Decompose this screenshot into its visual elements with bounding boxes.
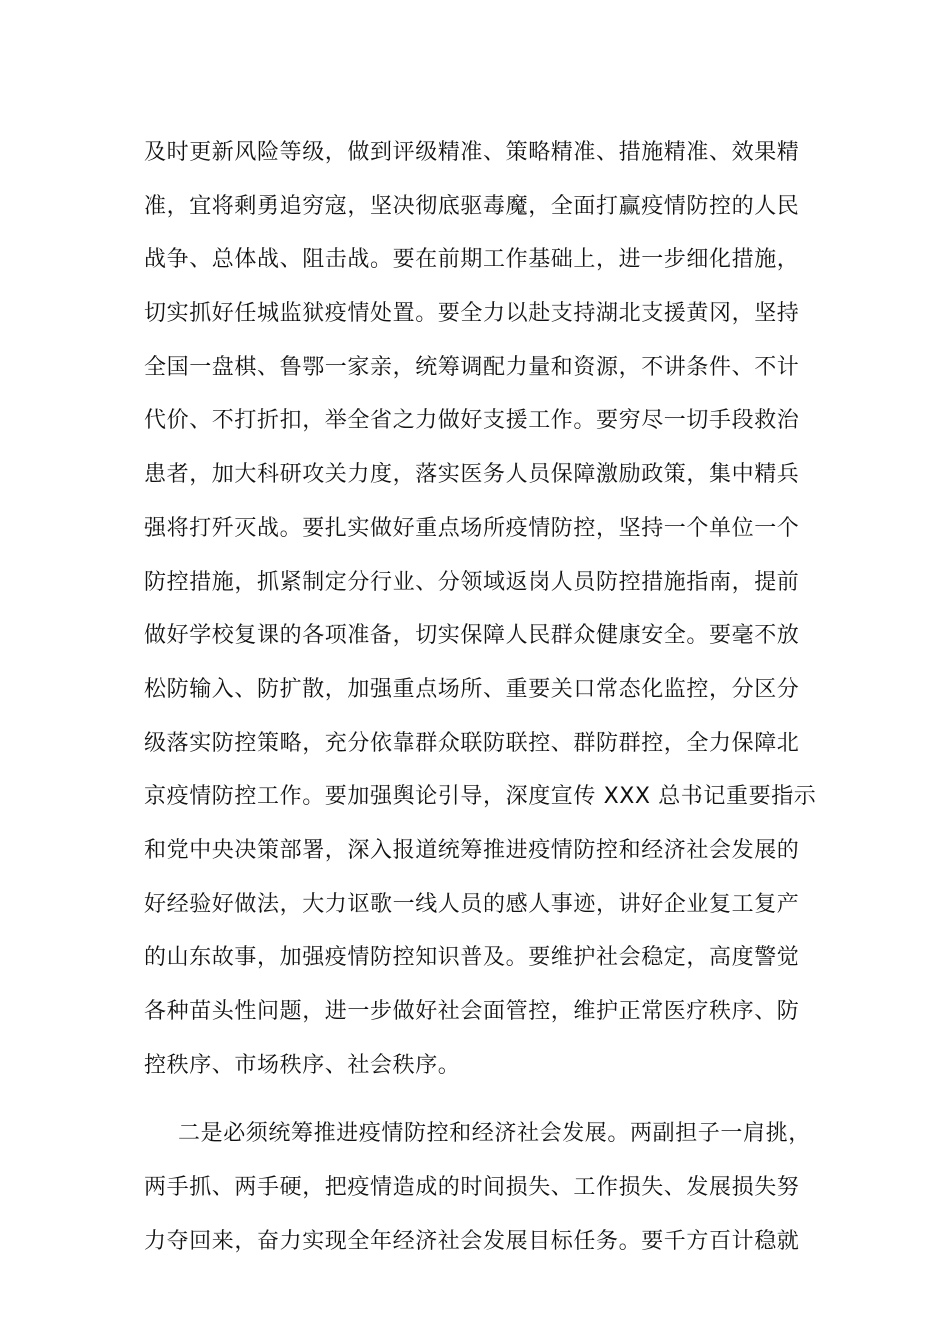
paragraph-spacer [144, 1092, 814, 1107]
text-line: 准，宜将剩勇追穷寇，坚决彻底驱毒魔，全面打赢疫情防控的人民 [144, 193, 800, 219]
text-line: 级落实防控策略，充分依靠群众联防联控、群防群控，全力保障北 [144, 730, 800, 756]
text-line: 的山东故事，加强疫情防控知识普及。要维护社会稳定，高度警觉 [144, 945, 800, 971]
text-line: 切实抓好任城监狱疫情处置。要全力以赴支持湖北支援黄冈，坚持 [144, 301, 800, 327]
text-line: 做好学校复课的各项准备，切实保障人民群众健康安全。要毫不放 [144, 623, 800, 649]
text-line: 代价、不打折扣，举全省之力做好支援工作。要穷尽一切手段救治 [144, 408, 800, 434]
text-line: 全国一盘棋、鲁鄂一家亲，统筹调配力量和资源，不讲条件、不计 [144, 354, 800, 380]
text-line: 防控措施，抓紧制定分行业、分领域返岗人员防控措施指南，提前 [144, 569, 800, 595]
text-line: 患者，加大科研攻关力度，落实医务人员保障激励政策，集中精兵 [144, 462, 800, 488]
text-line: 各种苗头性问题，进一步做好社会面管控，维护正常医疗秩序、防 [144, 999, 800, 1024]
text-line: 战争、总体战、阻击战。要在前期工作基础上，进一步细化措施， [144, 247, 800, 273]
text-line: 京疫情防控工作。要加强舆论引导，深度宣传 XXX 总书记重要指示 [144, 784, 817, 810]
text-line: 控秩序、市场秩序、社会秩序。 [144, 1052, 461, 1078]
body-text [144, 126, 817, 1268]
text-line: 和党中央决策部署，深入报道统筹推进疫情防控和经济社会发展的 [144, 837, 800, 863]
text-line: 松防输入、防扩散，加强重点场所、重要关口常态化监控，分区分 [144, 676, 800, 702]
text-line: 强将打歼灭战。要扎实做好重点场所疫情防控，坚持一个单位一个 [144, 515, 800, 541]
text-line: 好经验好做法，大力讴歌一线人员的感人事迹，讲好企业复工复产 [144, 891, 800, 917]
text-line: 二是必须统筹推进疫情防控和经济社会发展。两副担子一肩挑， [178, 1121, 811, 1147]
text-line: 两手抓、两手硬，把疫情造成的时间损失、工作损失、发展损失努 [144, 1175, 800, 1201]
paragraph-1 [144, 126, 817, 1092]
text-line: 力夺回来，奋力实现全年经济社会发展目标任务。要千方百计稳就 [144, 1228, 800, 1254]
paragraph-2 [144, 1107, 814, 1268]
text-line: 及时更新风险等级，做到评级精准、策略精准、措施精准、效果精 [144, 140, 800, 165]
